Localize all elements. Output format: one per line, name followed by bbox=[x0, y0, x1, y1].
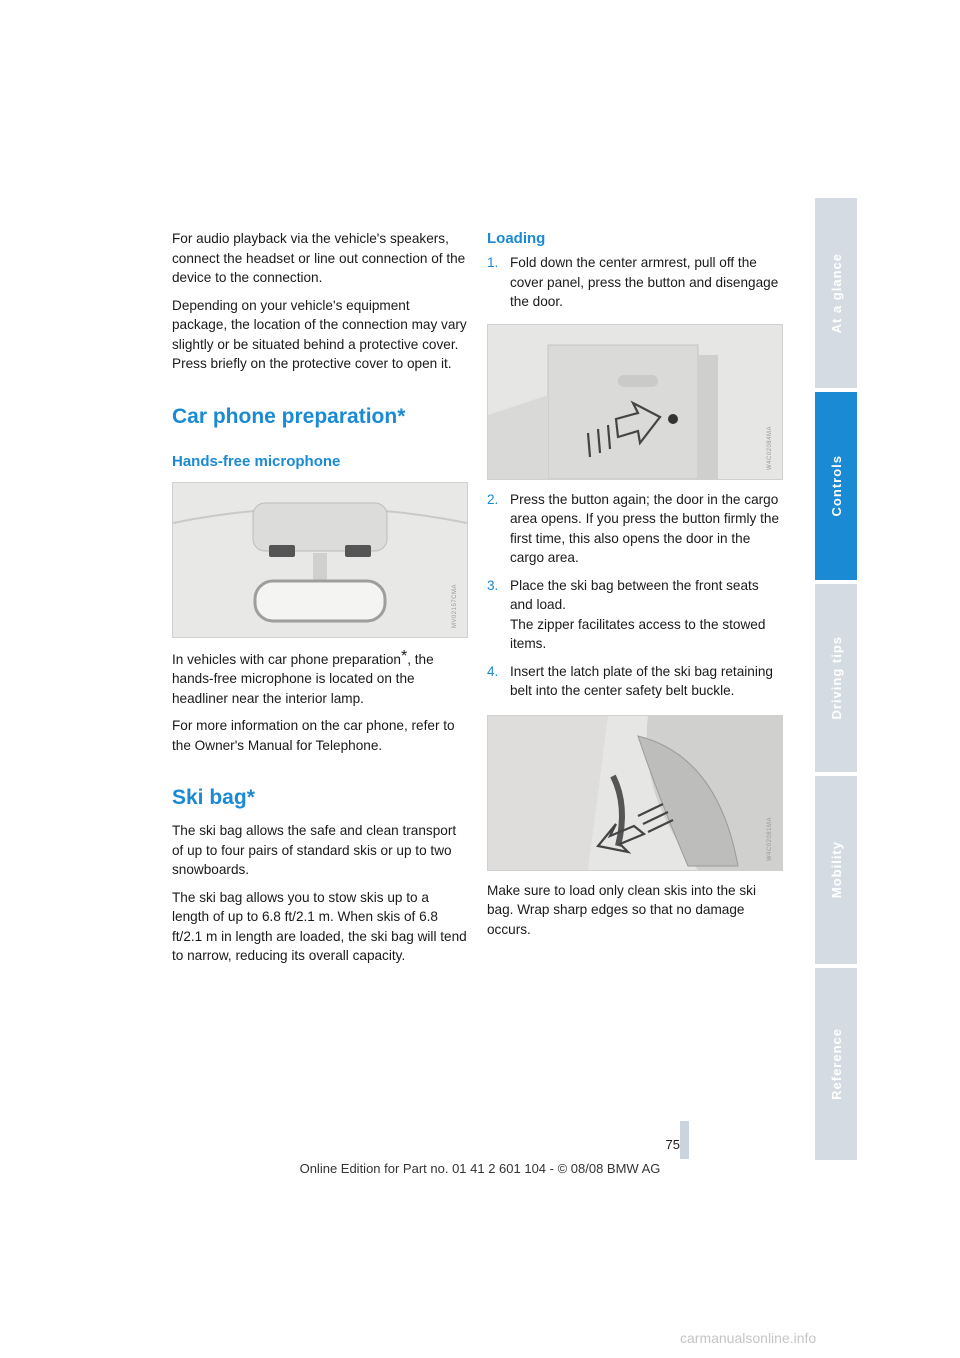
subsection-title-loading: Loading bbox=[487, 230, 546, 247]
tab-reference[interactable]: Reference bbox=[815, 968, 857, 1160]
chapter-sidebar bbox=[815, 198, 857, 1160]
watermark: carmanualsonline.info bbox=[680, 1330, 817, 1346]
step-item: 3. Place the ski bag between the front seats and load. The zipper facilitates access to the stowed items. bbox=[487, 577, 766, 651]
headliner-illustration bbox=[173, 483, 467, 637]
loading-steps bbox=[487, 253, 783, 312]
figure-id: MV02157CMA bbox=[451, 584, 458, 629]
paragraph: In vehicles with car phone preparation*, the hands-free microphone is located on the headliner near the interior lamp. bbox=[172, 647, 434, 706]
step-item: 2. Press the button again; the door in the cargo area opens. If you press the button firmly the first time, this also opens the door in the cargo area. bbox=[487, 491, 780, 565]
page-number: 75 bbox=[665, 1137, 680, 1152]
tab-mobility[interactable]: Mobility bbox=[815, 776, 857, 964]
tab-controls[interactable]: Controls bbox=[815, 392, 857, 580]
buckle-figure bbox=[487, 715, 783, 871]
paragraph: The ski bag allows you to stow skis up to a length of up to 6.8 ft/2.1 m. When skis of 6.8 ft/2.1 m in length are loaded, the ski bag will tend to narrow, reducing its overall capacity. bbox=[172, 889, 467, 963]
microphone-figure bbox=[172, 482, 468, 638]
paragraph: For audio playback via the vehicle's speakers, connect the headset or line out connection of the device to the connection. bbox=[172, 231, 466, 285]
paragraph: Make sure to load only clean skis into the ski bag. Wrap sharp edges so that no damage occurs. bbox=[487, 882, 756, 937]
armrest-figure bbox=[487, 324, 783, 480]
loading-steps-continued bbox=[487, 490, 783, 701]
paragraph: Depending on your vehicle's equipment package, the location of the connection may vary slightly or be situated behind a protective cover. Press briefly on the protective cover to open it. bbox=[172, 297, 467, 371]
section-title-car-phone: Car phone preparation* bbox=[172, 404, 406, 428]
figure-id: W4C02081MA bbox=[766, 817, 773, 862]
buckle-illustration bbox=[488, 716, 782, 870]
page-marker-bar bbox=[680, 1121, 689, 1159]
right-column bbox=[487, 229, 783, 947]
figure-id: W4C02084MA bbox=[766, 426, 773, 471]
left-column bbox=[172, 229, 468, 974]
section-title-ski-bag: Ski bag* bbox=[172, 786, 255, 809]
tab-at-a-glance[interactable]: At a glance bbox=[815, 198, 857, 388]
step-item: 4. Insert the latch plate of the ski bag retaining belt into the center safety belt buckle. bbox=[487, 663, 773, 698]
tab-driving-tips[interactable]: Driving tips bbox=[815, 584, 857, 772]
armrest-illustration bbox=[488, 325, 782, 479]
step-item: 1. Fold down the center armrest, pull off the cover panel, press the button and disengage the door. bbox=[487, 255, 779, 309]
subsection-title-microphone: Hands-free microphone bbox=[172, 452, 341, 470]
paragraph: For more information on the car phone, refer to the Owner's Manual for Telephone. bbox=[172, 718, 455, 753]
footer-edition: Online Edition for Part no. 01 41 2 601 104 - © 08/08 BMW AG bbox=[299, 1161, 661, 1176]
paragraph: The ski bag allows the safe and clean transport of up to four pairs of standard skis or up to two snowboards. bbox=[172, 823, 457, 877]
